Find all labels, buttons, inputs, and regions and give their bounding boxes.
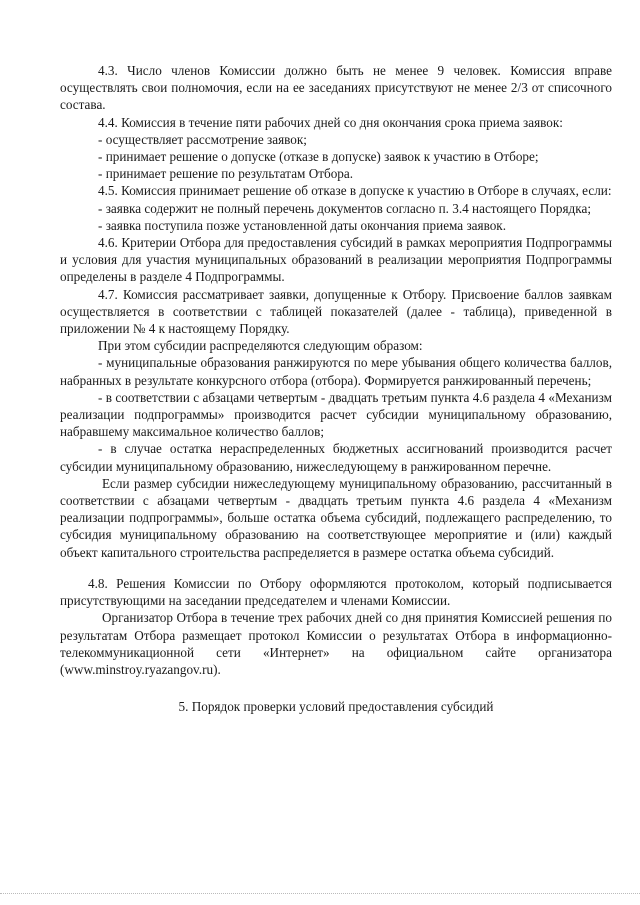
paragraph-4-4: 4.4. Комиссия в течение пяти рабочих дней со дня окончания срока приема заявок: [98, 114, 563, 130]
spacer [60, 561, 612, 575]
document-page [60, 62, 612, 715]
list-item-review: - осуществляет рассмотрение заявок; [98, 131, 307, 147]
paragraph-distribution: При этом субсидии распределяются следующим образом: [98, 338, 423, 354]
paragraph-organizer: Организатор Отбора в течение трех рабочих дней со дня принятия Комиссией решения по результатам Отбора размещает протокол Комиссии о результатах Отбора в информационно-телекоммуникационной сети «Интернет» на официальном сайте организатора (www.minstroy.ryazangov.ru). [60, 610, 612, 677]
list-item-incomplete: - заявка содержит не полный перечень документов согласно п. 3.4 настоящего Порядка; [98, 200, 591, 216]
paragraph-size: Если размер субсидии нижеследующему муниципальному образованию, рассчитанный в соответствии с абзацами четвертым - двадцать третьим пункта 4.6 раздела 4 «Механизм реализации подпрограммы», больше остатка объема субсидий, подлежащего распределению, то субсидия муниципальному образованию на соответствующее мероприятие и (или) каждый объект капитального строительства распределяется в размере остатка объема субсидий. [60, 475, 612, 560]
list-item-admission: - принимает решение о допуске (отказе в допуске) заявок к участию в Отборе; [98, 149, 539, 165]
list-item-remainder: - в случае остатка нераспределенных бюджетных ассигнований производится расчет субсидии муниципальному образованию, нижеследующему в ранжированном перечне. [60, 441, 612, 474]
paragraph-4-7: 4.7. Комиссия рассматривает заявки, допущенные к Отбору. Присвоение баллов заявкам осуществляется в соответствии с таблицей показателей (далее - таблица), приведенной в приложении № 4 к настоящему Порядку. [60, 286, 612, 337]
footer-divider [0, 893, 640, 895]
list-item-late: - заявка поступила позже установленной даты окончания приема заявок. [98, 217, 507, 233]
section-heading: 5. Порядок проверки условий предоставления субсидий [178, 699, 494, 715]
paragraph-4-6: 4.6. Критерии Отбора для предоставления субсидий в рамках мероприятия Подпрограммы и условия для участия муниципальных образований в реализации мероприятия Подпрограммы определены в разделе 4 Подпрограммы. [60, 235, 612, 285]
list-item-results: - принимает решение по результатам Отбора. [98, 166, 354, 182]
list-item-calculation: - в соответствии с абзацами четвертым - двадцать третьим пункта 4.6 раздела 4 «Механизм реализации подпрограммы» производится расчет субсидии муниципальному образованию, набравшему максимальное количество баллов; [60, 389, 612, 440]
list-item-ranking: - муниципальные образования ранжируются по мере убывания общего количества баллов, набранных в результате конкурсного отбора (отбора). Формируется ранжированный перечень; [60, 355, 612, 388]
paragraph-4-8: 4.8. Решения Комиссии по Отбору оформляются протоколом, который подписывается присутствующими на заседании председателем и членами Комиссии. [60, 575, 612, 609]
paragraph-4-5: 4.5. Комиссия принимает решение об отказе в допуске к участию в Отборе в случаях, если: [98, 183, 612, 199]
paragraph-4-3: 4.3. Число членов Комиссии должно быть не менее 9 человек. Комиссия вправе осуществлять свои полномочия, если на ее заседаниях присутствуют не менее 2/3 от списочного состава. [60, 63, 612, 113]
